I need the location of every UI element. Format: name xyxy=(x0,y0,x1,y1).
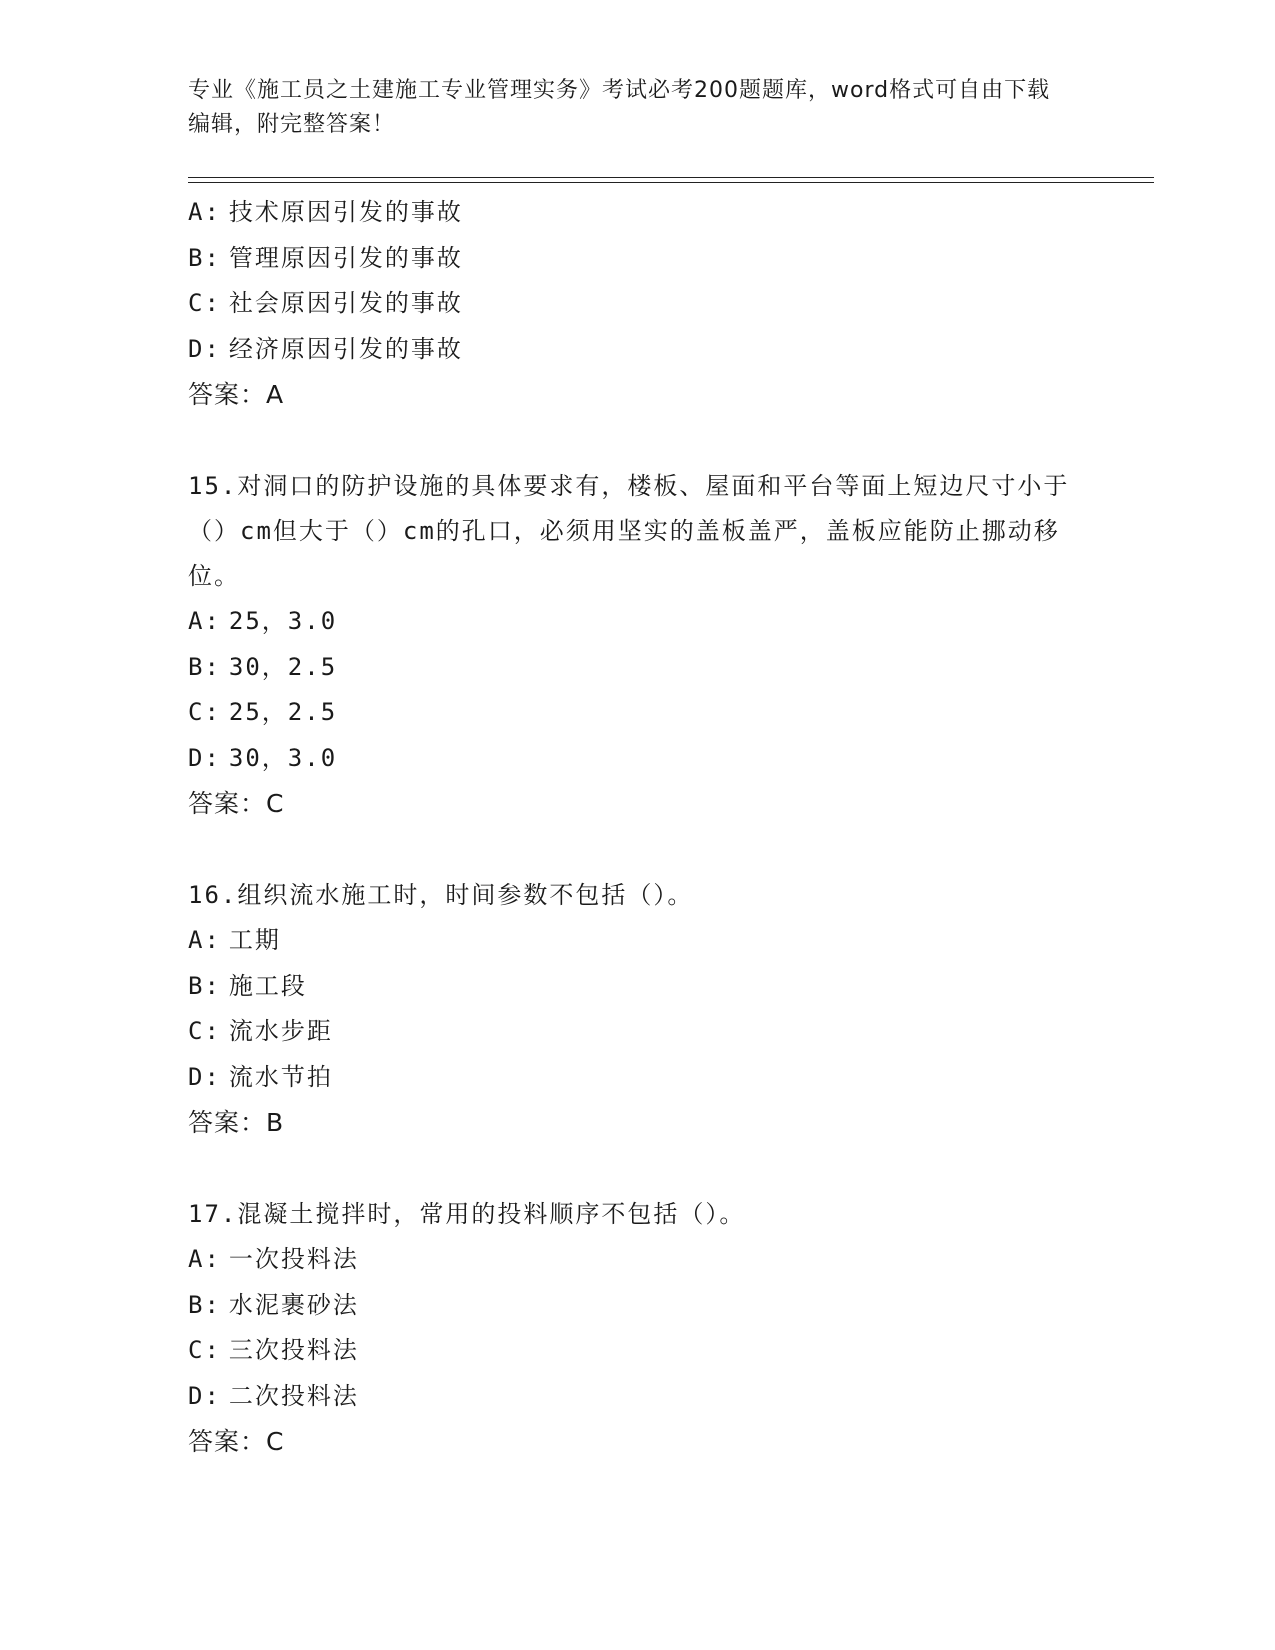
option-text: 水泥裹砂法 xyxy=(228,1290,359,1319)
option-letter: A: xyxy=(188,198,221,226)
question-stem: 15.对洞口的防护设施的具体要求有，楼板、屋面和平台等面上短边尺寸小于（）cm但大于（）cm的孔口，必须用坚实的盖板盖严，盖板应能防止挪动移位。 xyxy=(188,472,1070,590)
option-text: 30，2.5 xyxy=(228,652,338,681)
option-d xyxy=(188,327,1088,373)
option-letter: C: xyxy=(188,1017,221,1045)
option-letter: B: xyxy=(188,971,221,1000)
option-text: 30，3.0 xyxy=(228,743,338,772)
spacer xyxy=(188,826,1088,873)
option-c xyxy=(188,281,1088,327)
question-stem: 17.混凝土搅拌时，常用的投料顺序不包括（）。 xyxy=(188,1200,746,1228)
option-letter: D: xyxy=(188,1062,221,1091)
option-text: 25，2.5 xyxy=(228,698,338,726)
answer-label: 答案： xyxy=(188,1108,267,1137)
option-c xyxy=(188,690,1088,736)
option-b xyxy=(188,645,1088,691)
option-a xyxy=(188,918,1088,964)
option-text: 流水步距 xyxy=(228,1017,333,1045)
answer-value: A xyxy=(266,380,285,409)
question-15 xyxy=(188,464,1088,826)
question-14 xyxy=(188,190,1088,417)
option-d xyxy=(188,1374,1088,1420)
header-divider-bottom xyxy=(188,182,1154,183)
option-text: 二次投料法 xyxy=(228,1381,359,1410)
option-letter: D: xyxy=(188,1381,221,1410)
option-letter: A: xyxy=(188,1245,221,1273)
question-16 xyxy=(188,873,1088,1145)
option-text: 流水节拍 xyxy=(228,1062,333,1091)
spacer xyxy=(188,1145,1088,1192)
option-letter: A: xyxy=(188,607,221,635)
answer-value: C xyxy=(266,1427,285,1456)
option-text: 工期 xyxy=(228,926,281,954)
option-text: 三次投料法 xyxy=(228,1336,359,1364)
answer-label: 答案： xyxy=(188,1427,267,1456)
option-text: 经济原因引发的事故 xyxy=(228,334,463,363)
option-letter: C: xyxy=(188,1336,221,1364)
option-letter: C: xyxy=(188,289,221,317)
option-a xyxy=(188,1237,1088,1283)
option-letter: B: xyxy=(188,243,221,272)
option-text: 管理原因引发的事故 xyxy=(228,243,463,272)
header-divider-top xyxy=(188,177,1154,178)
option-letter: B: xyxy=(188,1290,221,1319)
option-text: 社会原因引发的事故 xyxy=(228,289,463,317)
option-a xyxy=(188,190,1088,236)
option-d xyxy=(188,1055,1088,1101)
option-text: 25，3.0 xyxy=(228,607,338,635)
answer-value: C xyxy=(266,789,285,818)
option-text: 一次投料法 xyxy=(228,1245,359,1273)
answer-line xyxy=(188,781,1088,826)
option-text: 施工段 xyxy=(228,971,307,1000)
option-letter: B: xyxy=(188,652,221,681)
question-17 xyxy=(188,1192,1088,1464)
answer-label: 答案： xyxy=(188,789,267,818)
option-letter: C: xyxy=(188,698,221,726)
option-letter: D: xyxy=(188,743,221,772)
option-b xyxy=(188,236,1088,282)
option-c xyxy=(188,1009,1088,1055)
option-letter: A: xyxy=(188,926,221,954)
option-d xyxy=(188,736,1088,782)
document-header: 专业《施工员之土建施工专业管理实务》考试必考200题题库，word格式可自由下载编辑，附完整答案！ xyxy=(188,78,1051,137)
question-list xyxy=(188,190,1088,1464)
answer-label: 答案： xyxy=(188,380,267,409)
spacer xyxy=(188,417,1088,464)
option-a xyxy=(188,599,1088,645)
option-c xyxy=(188,1328,1088,1374)
option-b xyxy=(188,1283,1088,1329)
question-stem: 16.组织流水施工时，时间参数不包括（）。 xyxy=(188,881,694,909)
option-b xyxy=(188,964,1088,1010)
answer-line xyxy=(188,372,1088,417)
answer-line xyxy=(188,1100,1088,1145)
answer-value: B xyxy=(266,1108,285,1137)
answer-line xyxy=(188,1419,1088,1464)
option-letter: D: xyxy=(188,334,221,363)
option-text: 技术原因引发的事故 xyxy=(228,198,463,226)
